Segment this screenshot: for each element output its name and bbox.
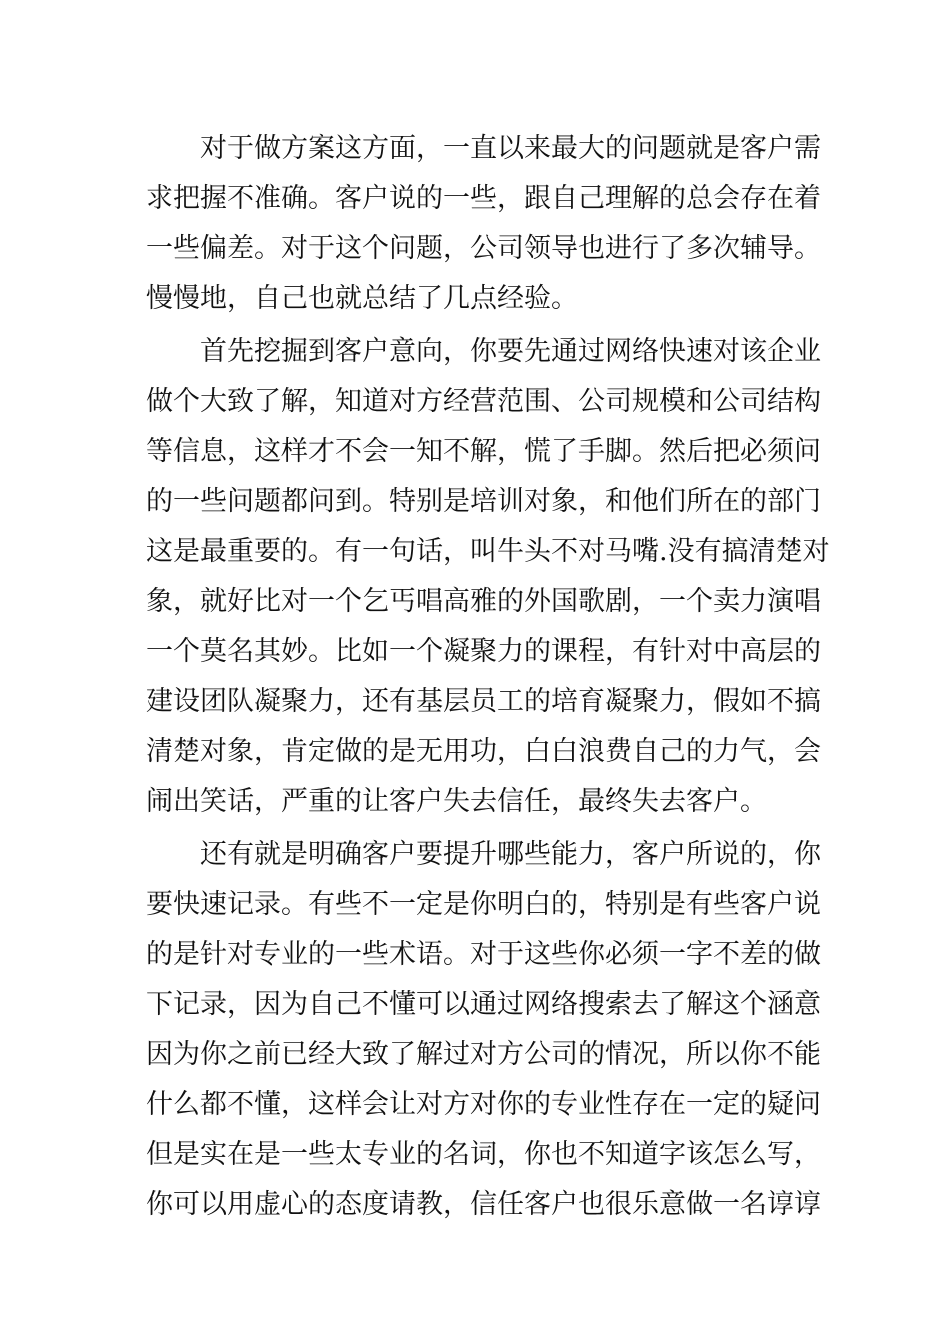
text-line: 做个大致了解，知道对方经营范围、公司规模和公司结构 [146,386,821,417]
text-line: 你可以用虚心的态度请教，信任客户也很乐意做一名谆谆 [146,1189,821,1220]
text-line: 的一些问题都问到。特别是培训对象，和他们所在的部门 [146,486,821,517]
text-line: 下记录，因为自己不懂可以通过网络搜索去了解这个涵意 [146,989,821,1020]
text-line: 求把握不准确。客户说的一些，跟自己理解的总会存在着 [146,183,821,214]
text-line: 的是针对专业的一些术语。对于这些你必须一字不差的做 [146,939,821,970]
document-body [146,124,830,1230]
text-line: 首先挖掘到客户意向，你要先通过网络快速对该企业 [146,336,821,367]
text-line: 一个莫名其妙。比如一个凝聚力的课程，有针对中高层的 [146,636,821,667]
text-line: 因为你之前已经大致了解过对方公司的情况，所以你不能 [146,1039,821,1070]
text-line: 一些偏差。对于这个问题，公司领导也进行了多次辅导。 [146,233,821,264]
paragraph-1 [146,124,821,324]
paragraph-2 [146,327,830,827]
text-line: 等信息，这样才不会一知不解，慌了手脚。然后把必须问 [146,436,821,467]
text-line: 闹出笑话，严重的让客户失去信任，最终失去客户。 [146,786,767,817]
text-line: 什么都不懂，这样会让对方对你的专业性存在一定的疑问 [146,1089,821,1120]
text-line: 象，就好比对一个乞丐唱高雅的外国歌剧，一个卖力演唱 [146,586,821,617]
text-line: 这是最重要的。有一句话，叫牛头不对马嘴.没有搞清楚对 [146,536,830,567]
text-line: 但是实在是一些太专业的名词，你也不知道字该怎么写， [146,1139,821,1170]
text-line: 还有就是明确客户要提升哪些能力，客户所说的，你 [146,839,821,870]
text-line: 慢慢地，自己也就总结了几点经验。 [146,283,578,314]
text-line: 建设团队凝聚力，还有基层员工的培育凝聚力，假如不搞 [146,686,821,717]
paragraph-3 [146,830,821,1230]
text-line: 要快速记录。有些不一定是你明白的，特别是有些客户说 [146,889,821,920]
text-line: 清楚对象，肯定做的是无用功，白白浪费自己的力气，会 [146,736,821,767]
text-line: 对于做方案这方面，一直以来最大的问题就是客户需 [146,133,821,164]
